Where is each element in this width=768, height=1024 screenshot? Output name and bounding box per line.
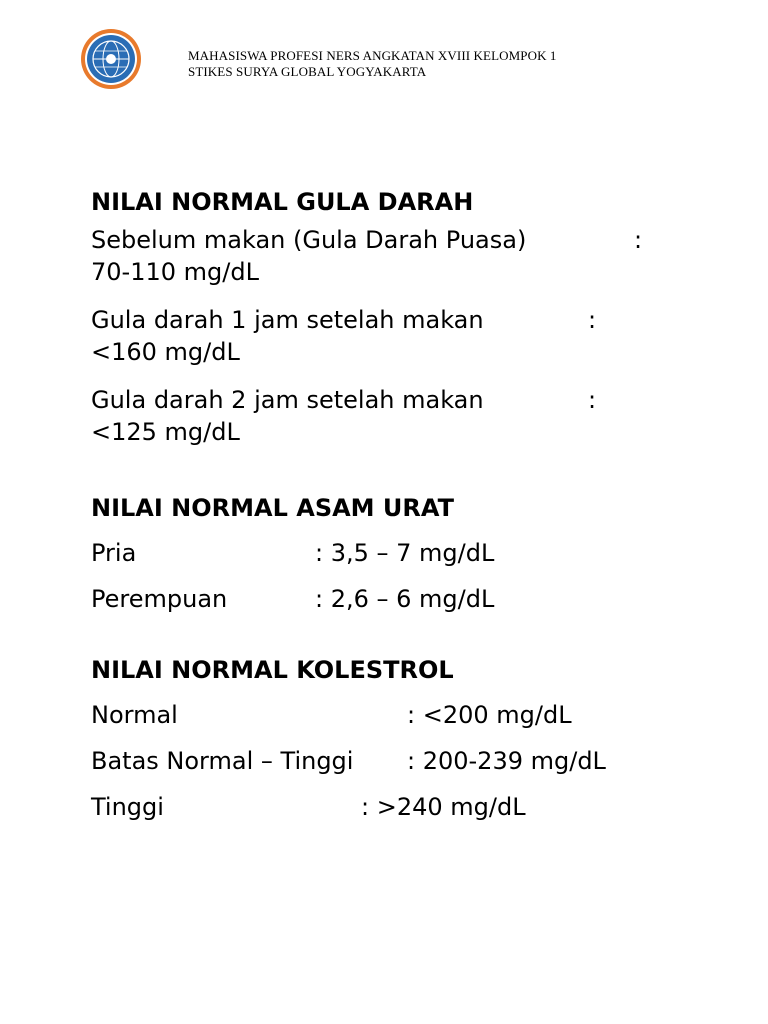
item-value: : <200 mg/dL [407,701,572,729]
section-title: NILAI NORMAL GULA DARAH [91,188,474,216]
section-kolestrol [91,648,731,830]
list-item [91,692,731,738]
item-label: Tinggi [91,793,164,821]
header-line-2: STIKES SURYA GLOBAL YOGYAKARTA [188,64,427,79]
item-label: Batas Normal – Tinggi [91,747,354,775]
document-body [91,180,731,830]
list-item [91,304,731,368]
item-colon: : [588,306,597,334]
list-item [91,738,731,784]
list-item [91,784,731,830]
section-title: NILAI NORMAL KOLESTROL [91,656,454,684]
list-item [91,384,731,448]
item-value: : >240 mg/dL [361,793,526,821]
item-label: Perempuan [91,585,228,613]
document-header [188,48,557,80]
item-value: <160 mg/dL [91,338,240,366]
item-label: Sebelum makan (Gula Darah Puasa) [91,226,527,254]
item-value: 70-110 mg/dL [91,258,259,286]
section-asam-urat [91,486,731,622]
institution-logo [80,28,142,90]
item-colon: : [588,386,597,414]
list-item [91,530,731,576]
section-title: NILAI NORMAL ASAM URAT [91,494,454,522]
item-value: <125 mg/dL [91,418,240,446]
item-value: : 200-239 mg/dL [407,747,606,775]
item-label: Normal [91,701,178,729]
header-line-1: MAHASISWA PROFESI NERS ANGKATAN XVIII KELOMPOK 1 [188,48,557,63]
item-label: Gula darah 2 jam setelah makan [91,386,484,414]
item-label: Gula darah 1 jam setelah makan [91,306,484,334]
list-item [91,576,731,622]
item-value: : 3,5 – 7 mg/dL [315,539,495,567]
section-gula-darah [91,180,731,448]
item-value: : 2,6 – 6 mg/dL [315,585,495,613]
item-label: Pria [91,539,137,567]
item-colon: : [634,226,643,254]
list-item [91,224,731,288]
